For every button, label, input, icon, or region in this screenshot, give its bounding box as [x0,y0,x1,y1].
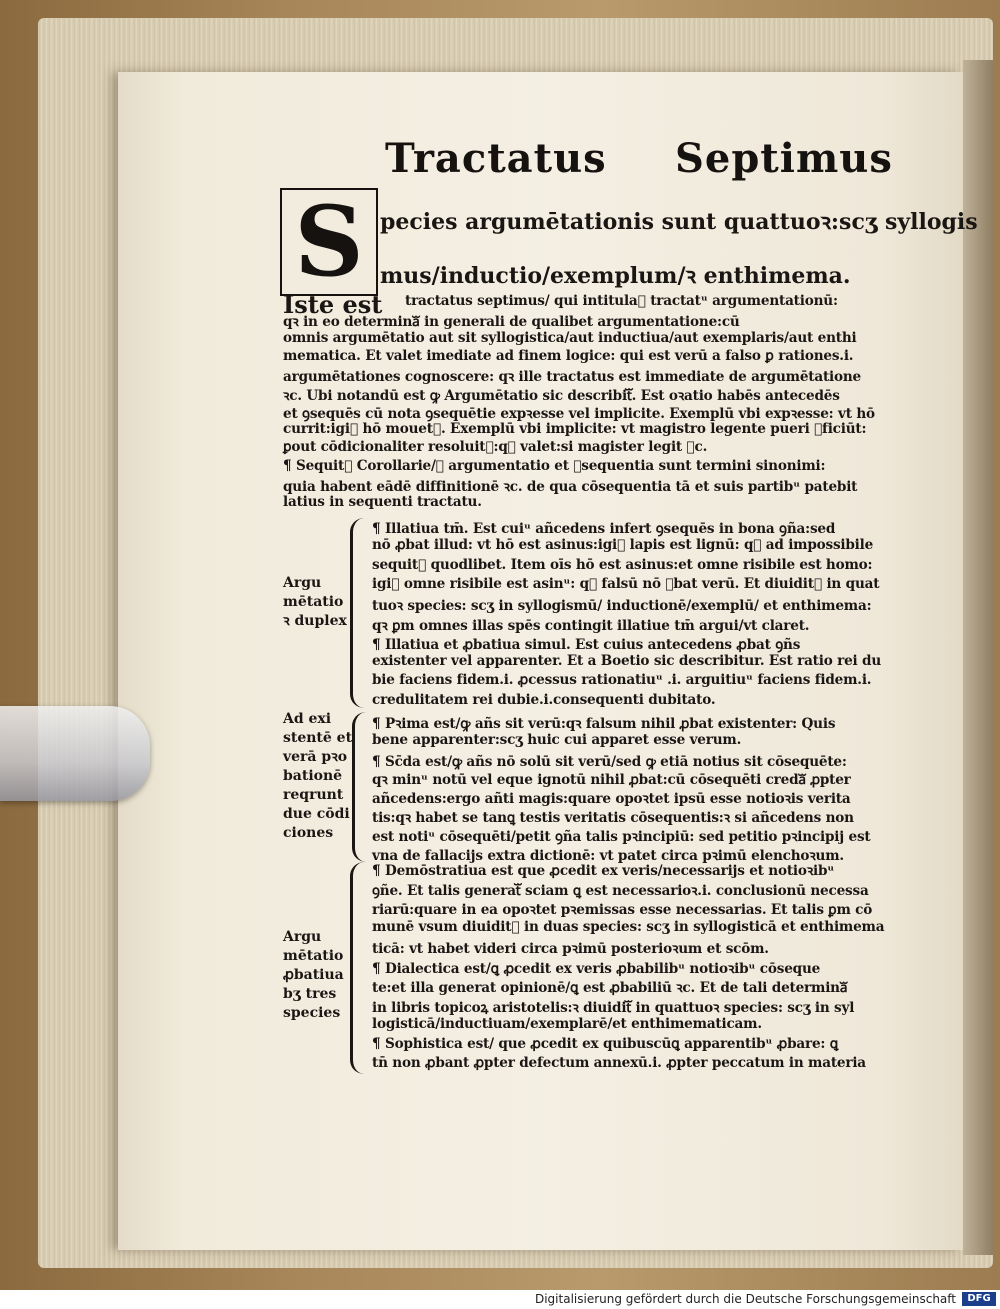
text-line: logisticā/inductiuam/exemplarē/et enthimematicam. [372,1016,762,1032]
brace-1 [350,518,369,708]
margin-note-2 [283,710,352,843]
text-line: bie faciens fidem.i. ꝓcessus rationatiuᵘ .i. arguitiuᵘ faciens fidem.i. [372,672,872,689]
text-line: bene apparenter:scʒ huic cui apparet esse verum. [372,731,742,748]
text-line: ¶ Dialectica est/ꝗ ꝓcedit ex veris ꝓbabilibᵘ notioꝛibᵘ cōseque [372,960,821,977]
decorated-initial: S [280,188,378,296]
footer-text: Digitalisierung gefördert durch die Deutsche Forschungsgemeinschaft [534,1292,956,1306]
text-line: ticā: vt habet videri circa pꝛimū posterioꝛum et scōm. [372,941,769,957]
text-line: ¶ Sophistica est/ que ꝓcedit ex quibuscūꝗ apparentibᵘ ꝓbare: ꝗ [372,1035,839,1052]
text-line: riarū:quare in ea opoꝛtet pꝛemissas esse necessarias. Et talis ꝑm cō [372,902,873,918]
text-line: credulitatem rei dubie.i.consequenti dubitato. [372,691,716,708]
text-line: tuoꝛ species: scʒ in syllogismū/ inductionē/exemplū/ et enthimema: [372,598,872,615]
margin-note-line: Argu [283,575,322,591]
text-line: munē vsum diuiditᷓ in duas species: scʒ in syllogisticā et enthimema [372,918,885,935]
text-line: currit:igiᷓ hō mouetᷓ. Exemplū vbi implicite: vt magistro legente pueri ꝓficiūt: [283,421,867,438]
footer [0,1290,1000,1309]
text-line: tis:qꝛ habet se tanꝗ testis veritatis cōsequentis:ꝛ si añcedens non [372,810,854,826]
text-line: ¶ Illatiua tm̄. Est cuiᵘ añcedens infert ꝯsequēs in bona ꝯña:sed [372,521,836,537]
text-line: quia habent eādē diffinitionē ꝛc. de qua cōsequentia tā et suis partibᵘ patebit [283,479,858,495]
margin-note-line: mētatio [283,948,344,964]
margin-note-3 [283,928,344,1023]
text-line: qꝛ in eo determinaᷓ in generali de qualibet argumentatione:cū [283,314,740,331]
text-line: ꝑout cōdicionaliter resoluitᷓ:qꝛ valet:si magister legit ꝛc. [283,439,708,456]
text-line: in libris topicoꝝ aristotelis:ꝛ diuiditᷓ in quattuoꝛ species: scʒ in syl [372,999,855,1016]
text-line: ꝯñe. Et talis generatᷓ sciam ꝗ est necessarioꝛ.i. conclusionū necessa [372,882,869,899]
header-right: Septimus [675,135,893,182]
margin-note-line: bationē [283,768,343,784]
margin-note-line: ꝛ duplex [283,613,347,629]
text-line: ¶ Illatiua et ꝓbatiua simul. Est cuius antecedens ꝓbat ꝯñs [372,636,801,653]
text-line: ¶ Pꝛima est/ꝙ añs sit verū:qꝛ falsum nihil ꝓbat existenter: Quis [372,716,836,732]
text-line: omnis argumētatio aut sit syllogistica/aut inductiua/aut exemplaris/aut enthi [283,329,857,346]
margin-note-line: ꝓbatiua [283,967,344,983]
opening-line-2: mus/inductio/exemplum/ꝛ enthimema. [380,263,851,289]
brace-3 [350,862,369,1074]
margin-note-line: mētatio [283,594,344,610]
text-line: latius in sequenti tractatu. [283,494,482,511]
margin-note-line: stentē et [283,730,353,746]
text-line: añcedens:ergo añti magis:quare opoꝛtet ipsū esse notioꝛis verita [372,791,851,808]
dfg-logo: DFG [962,1292,996,1306]
glass-weight [0,706,150,801]
margin-note-line: Argu [283,929,322,945]
opening-line-1: pecies argumētationis sunt quattuoꝛ:scʒ syllogis [380,209,978,235]
margin-note-line: bʒ tres [283,986,337,1002]
text-line: ꝛc. Ubi notandū est ꝙ Argumētatio sic describitᷓ. Est oꝛatio habēs antecedēs [283,387,840,404]
brace-2 [352,712,371,862]
text-line: te:et illa generat opinionē/ꝗ est ꝓbabiliū ꝛc. Et de tali determinaᷓ [372,980,848,996]
text-line: qꝛ minᵘ notū vel eque ignotū nihil ꝓbat:cū cōsequēti credaᷓ ꝓpter [372,772,851,789]
text-line: tn̄ non ꝓbant ꝓpter defectum annexū.i. ꝓpter peccatum in materia [372,1055,866,1071]
text-line: ¶ Sequitᷓ Corollarie/ꝙ argumentatio et ꝯsequentia sunt termini sinonimi: [283,457,826,474]
text-line: argumētationes cognoscere: qꝛ ille tractatus est immediate de argumētatione [283,369,861,386]
text-line: tractatus septimus/ qui intitulaᷓ tractatᵘ argumentationū: [405,293,838,309]
margin-note-line: Ad exi [283,711,332,727]
header-left: Tractatus [385,135,607,182]
text-line: mematica. Et valet imediate ad finem logice: qui est verū a falso ꝑ rationes.i. [283,347,854,364]
intro-lead: Iste est [283,290,383,319]
margin-note-1 [283,574,347,631]
text-line: ¶ Demōstratiua est que ꝓcedit ex veris/necessarijs et notioꝛibᵘ [372,863,835,879]
text-line: nō ꝓbat illud: vt hō est asinus:igiᷓ lapis est lignū: qꝛ ad impossibile [372,537,874,554]
margin-note-line: reqrunt [283,787,344,803]
text-line: vna de fallacijs extra dictionē: vt patet circa pꝛimū elenchoꝛum. [372,847,844,864]
text-line: ¶ Sc̄da est/ꝙ añs nō solū sit verū/sed ꝙ etiā notius sit cōsequēte: [372,753,847,770]
margin-note-line: species [283,1005,341,1021]
page-edge [963,60,993,1255]
margin-note-line: verā pꝛo [283,749,348,765]
margin-note-line: ciones [283,825,334,841]
text-line: igiᷓ omne risibile est asinᵘ: qꝛ falsū nō ꝓbat verū. Et diuiditᷓ in quat [372,575,880,592]
margin-note-line: due cōdi [283,806,350,822]
text-line: sequitᷓ quodlibet. Item oīs hō est asinus:et omne risibile est homo: [372,556,873,573]
text-line: qꝛ ꝑm omnes illas spēs contingit illatiue tm̄ argui/vt claret. [372,617,810,634]
text-line: existenter vel apparenter. Et a Boetio sic describitur. Est ratio rei du [372,653,882,670]
text-line: et ꝯsequēs cū nota ꝯsequētie expꝛesse vel implicite. Exemplū vbi expꝛesse: vt hō [283,405,875,422]
text-line: est notiᵘ cōsequēti/petit ꝯña talis pꝛincipiū: sed petitio pꝛincipij est [372,828,871,845]
